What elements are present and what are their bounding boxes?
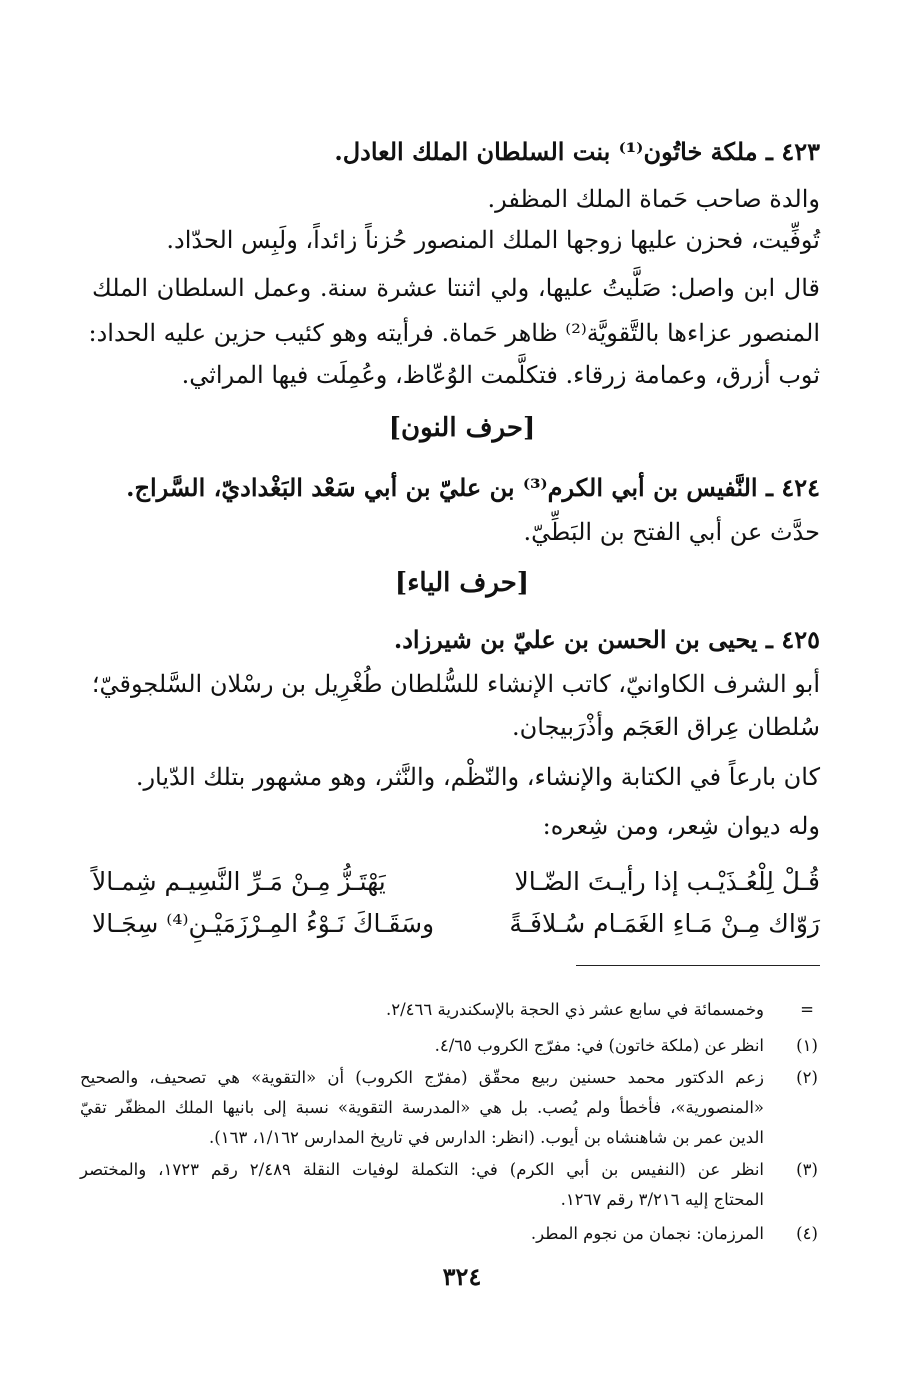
entry-425-line-3: كان بارعاً في الكتابة والإنشاء، والنّظْم، والنَّثر، وهو مشهور بتلك الدّيار.: [135, 763, 820, 791]
footnote-text: وخمسمائة في سابع عشر ذي الحجة بالإسكندرية ٢/٤٦٦.: [386, 1000, 764, 1019]
entry-423-line-2: تُوفِّيت، فحزن عليها زوجها الملك المنصور حُزناً زائداً، ولَبِس الحدّاد.: [166, 226, 820, 254]
footnote-marker: (٤): [796, 1224, 818, 1243]
footnote-text: «المنصورية»، فأخطأ ولم يُصب. بل هي «المدرسة التقوية» نسبة إلى بانيها الملك المظفّر تقيّ: [80, 1098, 764, 1117]
poem-verse-2-first-hemistich: رَوّاك مِـنْ مَـاءِ الغَمَـام سُـلافَـةً: [509, 909, 820, 938]
entry-423-line-5: ثوب أزرق، وعمامة زرقاء. فتكلَّمت الوُعّاظ، وعُمِلَت فيها المراثي.: [181, 361, 820, 389]
page-number: ٣٢٤: [442, 1262, 482, 1291]
footnote-marker: =: [800, 1000, 814, 1019]
footnote-marker: (٢): [796, 1068, 818, 1087]
entry-425-title: ٤٢٥ ـ يحيى بن الحسن بن عليّ بن شيرزاد.: [393, 625, 820, 654]
footnote-marker: (٣): [796, 1160, 818, 1179]
footnote-text: انظر عن (ملكة خاتون) في: مفرّج الكروب ٤/٦٥.: [434, 1036, 764, 1055]
poem-verse-1-second-hemistich: يَهْتَـزُّ مِـنْ مَـرِّ النَّسِيـم شِمـالاً: [92, 867, 386, 896]
entry-423-line-3: قال ابن واصل: صَلَّيتُ عليها، ولي اثنتا عشرة سنة. وعمل السلطان الملك: [92, 274, 820, 302]
section-heading-ya: [حرف الياء]: [394, 568, 530, 598]
footnote-text: الدين عمر بن شاهنشاه بن أيوب. (انظر: الدارس في تاريخ المدارس ١/١٦٢، ١٦٣).: [209, 1128, 764, 1147]
footnote-separator: [576, 965, 820, 966]
entry-424-title: ٤٢٤ ـ النَّفيس بن أبي الكرم⁽³⁾ بن عليّ بن أبي سَعْد البَغْداديّ، السَّراج.: [126, 473, 820, 502]
entry-424-line-1: حدَّث عن أبي الفتح بن البَطِّيّ.: [523, 518, 820, 546]
entry-423-line-1: والدة صاحب حَماة الملك المظفر.: [487, 185, 820, 213]
entry-425-line-1: أبو الشرف الكاوانيّ، كاتب الإنشاء للسُّلطان طُغْرِيل بن رسْلان السَّلجوقيّ؛: [91, 670, 820, 698]
footnote-marker: (١): [796, 1036, 818, 1055]
footnote-text: زعم الدكتور محمد حسنين ربيع محقّق (مفرّج الكروب) أن «التقوية» هي تصحيف، والصحيح: [80, 1068, 764, 1087]
footnote-text: المرزمان: نجمان من نجوم المطر.: [530, 1224, 764, 1243]
entry-425-line-2: سُلطان عِراق العَجَم وأذْرَبيجان.: [512, 713, 820, 741]
poem-verse-1-first-hemistich: قُـلْ لِلْعُـذَيْـب إذا رأيـتَ الضّـالا: [514, 867, 820, 896]
footnote-text: انظر عن (النفيس بن أبي الكرم) في: التكملة لوفيات النقلة ٢/٤٨٩ رقم ١٧٢٣، والمختصر: [80, 1160, 764, 1179]
footnote-text: المحتاج إليه ٣/٢١٦ رقم ١٢٦٧.: [560, 1190, 764, 1209]
section-heading-nun: [حرف النون]: [388, 413, 536, 443]
entry-425-line-4: وله ديوان شِعر، ومن شِعره:: [542, 812, 820, 840]
entry-423-line-4: المنصور عزاءها بالتَّقويَّة⁽²⁾ ظاهر حَماة. فرأيته وهو كئيب حزين عليه الحداد:: [88, 319, 820, 347]
entry-423-title: ٤٢٣ ـ ملكة خاتُون⁽¹⁾ بنت السلطان الملك العادل.: [334, 137, 820, 166]
poem-verse-2-second-hemistich: وسَقَـاكَ نَـوْءُ المِـرْزَمَيْـنِ⁽⁴⁾ سِجَـالا: [92, 909, 435, 938]
